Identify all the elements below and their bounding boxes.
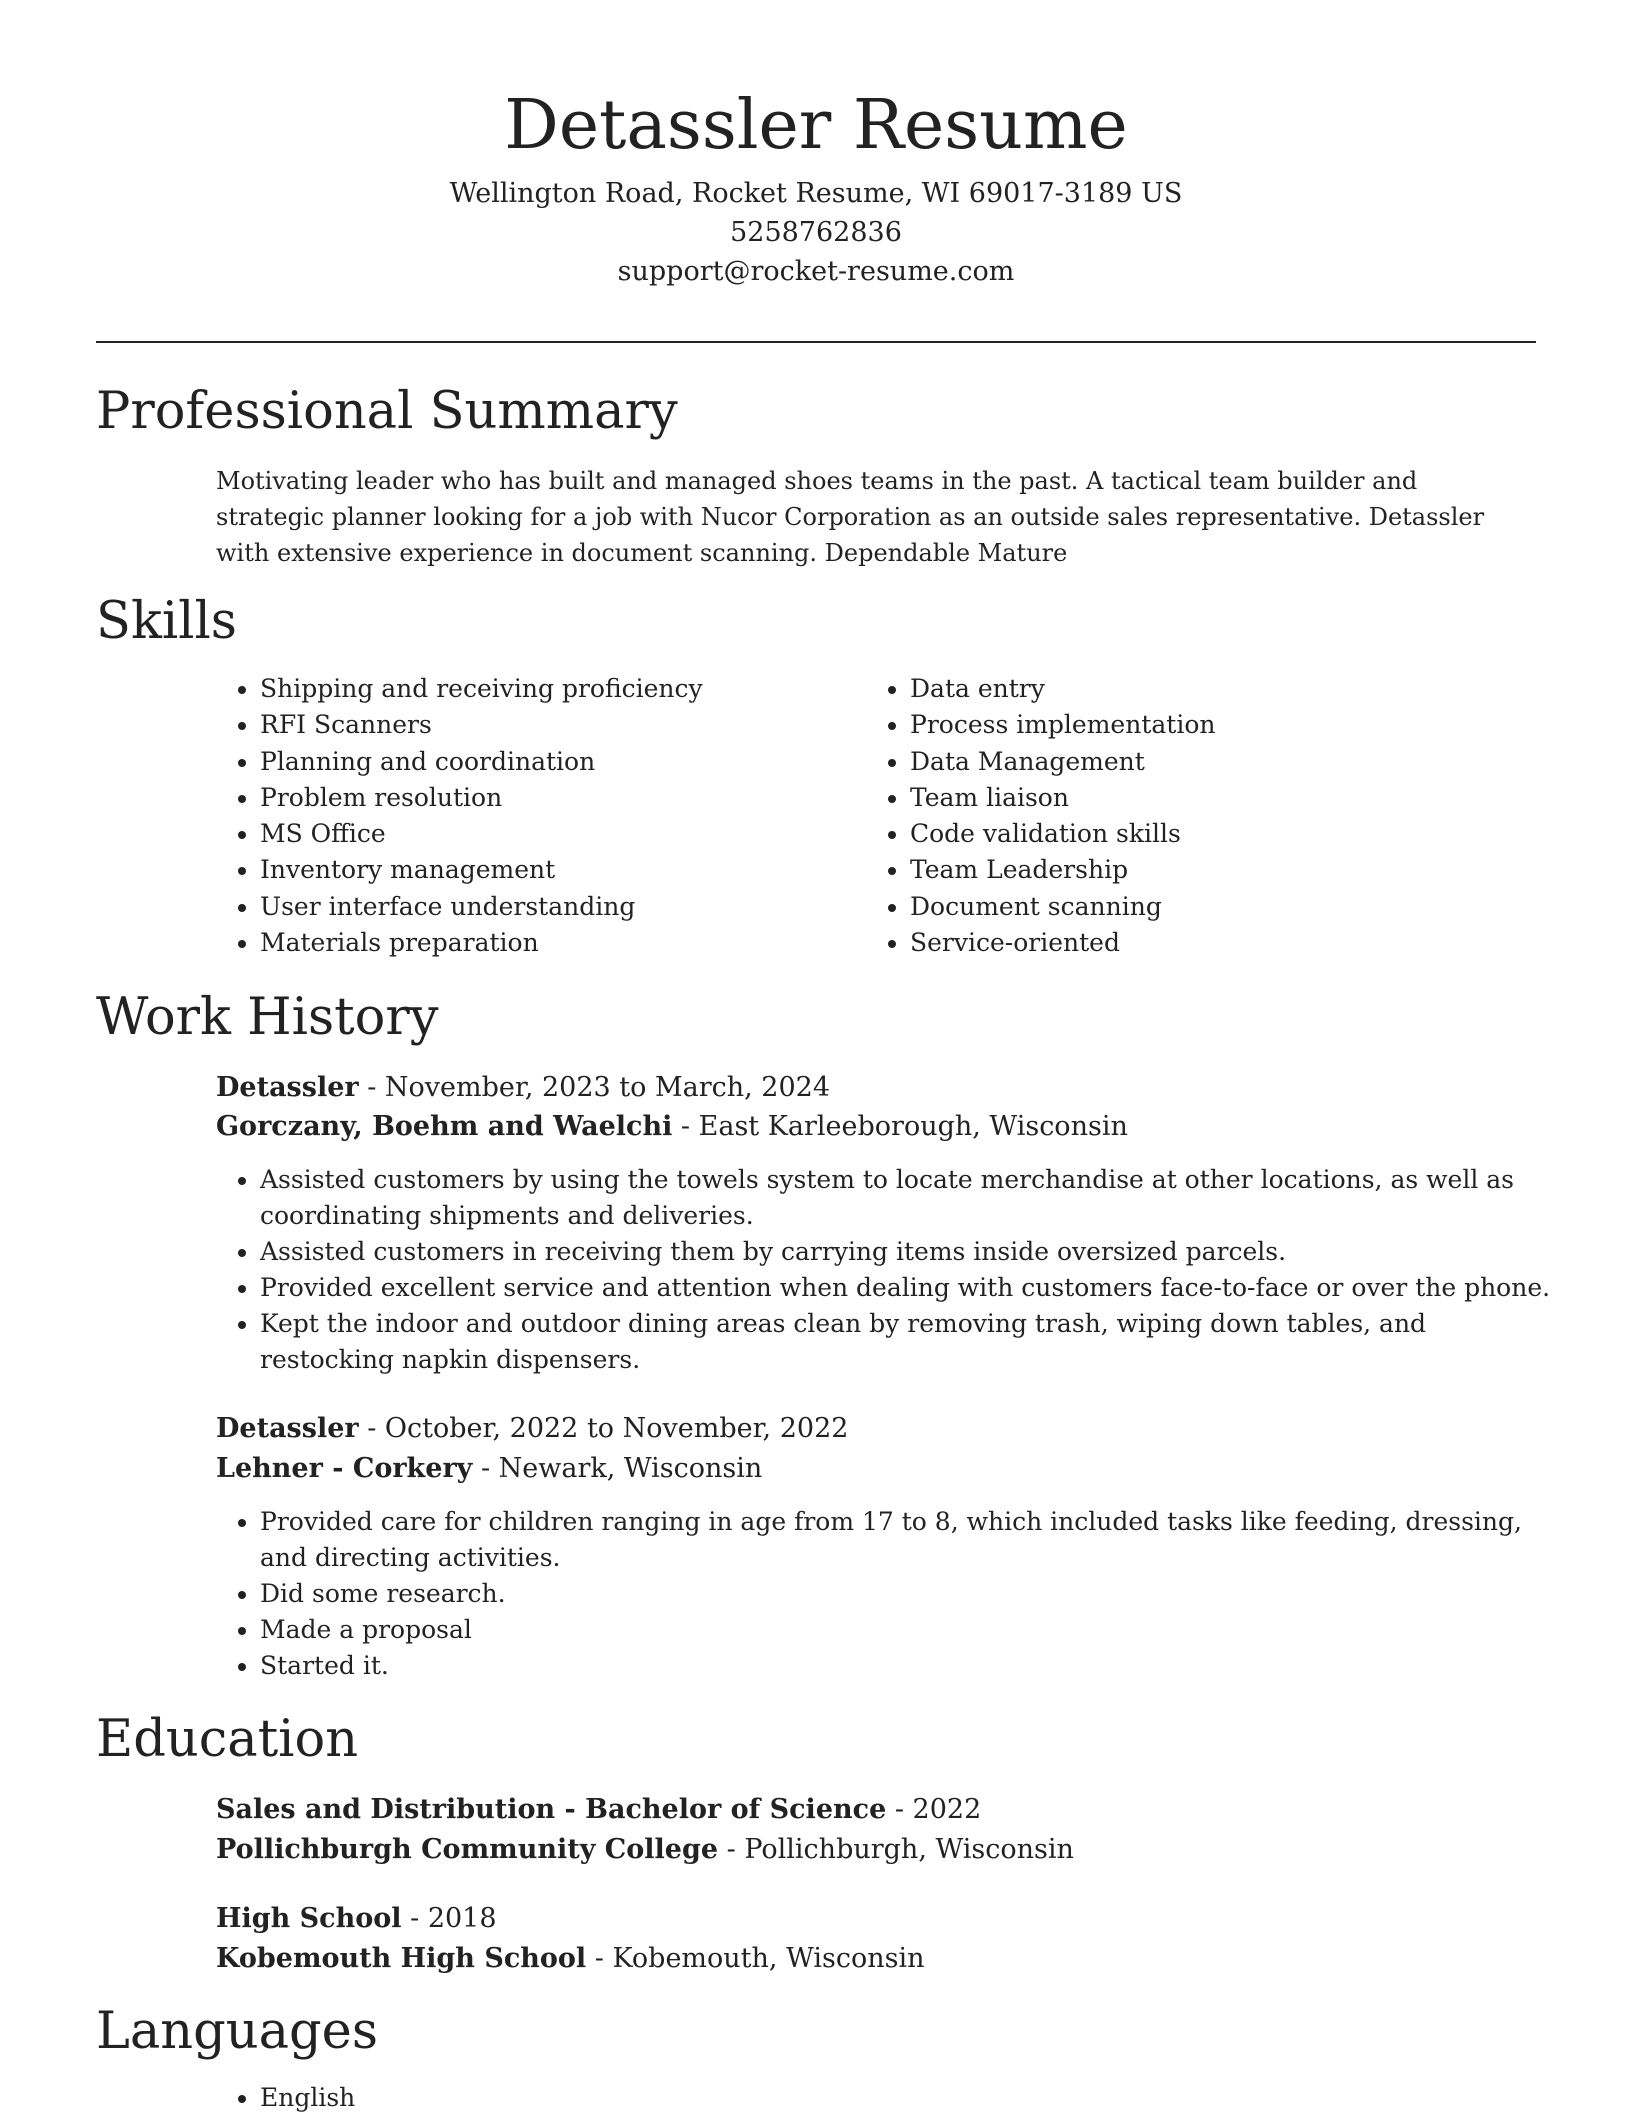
language-item: • English xyxy=(260,2080,355,2116)
education-location: - Kobemouth, Wisconsin xyxy=(586,1943,925,1974)
education-degree: High School xyxy=(216,1903,402,1934)
job-dates: - November, 2023 to March, 2024 xyxy=(358,1072,831,1103)
education-school-line xyxy=(216,1830,1074,1870)
skill-item: • Shipping and receiving proficiency xyxy=(260,671,703,707)
duty-item: • Assisted customers in receiving them by carrying items inside oversized parcels. xyxy=(260,1234,1560,1270)
skill-item: • Data entry xyxy=(910,671,1215,707)
job-dates: - October, 2022 to November, 2022 xyxy=(358,1413,849,1444)
summary-heading: Professional Summary xyxy=(96,382,678,441)
skill-item: • Inventory management xyxy=(260,852,703,888)
summary-text: Motivating leader who has built and managed shoes teams in the past. A tactical team builder and strategic planner looking for a job with Nucor Corporation as an outside sales representative. Detassler with extensive experience in document scanning. Dependable Mature xyxy=(216,467,1485,567)
skills-heading: Skills xyxy=(96,592,237,651)
skill-item: • MS Office xyxy=(260,816,703,852)
job-company: Lehner - Corkery xyxy=(216,1453,473,1484)
education-degree-line xyxy=(216,1790,981,1830)
job-location: - East Karleeborough, Wisconsin xyxy=(672,1111,1128,1142)
duty-item: • Did some research. xyxy=(260,1576,1560,1612)
skills-list-right xyxy=(866,671,1215,961)
duty-item: • Assisted customers by using the towels system to locate merchandise at other locations, as well as coordinating shipments and deliveries. xyxy=(260,1162,1560,1234)
skill-item: • Team liaison xyxy=(910,780,1215,816)
job-company: Gorczany, Boehm and Waelchi xyxy=(216,1111,673,1142)
skill-item: • RFI Scanners xyxy=(260,707,703,743)
job-company-line xyxy=(216,1107,1128,1147)
duty-item: • Provided care for children ranging in age from 17 to 8, which included tasks like feeding, dressing, and directing activities. xyxy=(260,1504,1560,1576)
job-title-line xyxy=(216,1068,830,1108)
skill-item: • Team Leadership xyxy=(910,852,1215,888)
education-school: Pollichburgh Community College xyxy=(216,1834,719,1865)
job-duties-list xyxy=(216,1504,1560,1684)
job-title: Detassler xyxy=(216,1072,359,1103)
contact-email: support@rocket-resume.com xyxy=(617,256,1015,287)
education-degree-line xyxy=(216,1899,497,1939)
education-year: - 2022 xyxy=(886,1794,982,1825)
duty-item: • Provided excellent service and attention when dealing with customers face-to-face or over the phone. xyxy=(260,1270,1560,1306)
skill-item: • Document scanning xyxy=(910,889,1215,925)
education-school-line xyxy=(216,1939,925,1979)
education-location: - Pollichburgh, Wisconsin xyxy=(718,1834,1074,1865)
skill-item: • User interface understanding xyxy=(260,889,703,925)
job-duties-list xyxy=(216,1162,1560,1378)
resume-header xyxy=(0,78,1632,291)
contact-phone: 5258762836 xyxy=(730,217,902,248)
languages-list xyxy=(216,2080,355,2116)
job-title: Detassler xyxy=(216,1413,359,1444)
resume-title: Detassler Resume xyxy=(504,86,1128,165)
education-degree: Sales and Distribution - Bachelor of Science xyxy=(216,1794,887,1825)
education-year: - 2018 xyxy=(401,1903,497,1934)
job-title-line xyxy=(216,1409,848,1449)
skill-item: • Materials preparation xyxy=(260,925,703,961)
education-heading: Education xyxy=(96,1710,359,1769)
job-company-line xyxy=(216,1449,762,1489)
skill-item: • Code validation skills xyxy=(910,816,1215,852)
skill-item: • Process implementation xyxy=(910,707,1215,743)
duty-item: • Kept the indoor and outdoor dining areas clean by removing trash, wiping down tables, and restocking napkin dispensers. xyxy=(260,1306,1560,1378)
contact-block xyxy=(0,174,1632,291)
job-location: - Newark, Wisconsin xyxy=(472,1453,763,1484)
duty-item: • Started it. xyxy=(260,1648,1560,1684)
skill-item: • Planning and coordination xyxy=(260,744,703,780)
skill-item: • Service-oriented xyxy=(910,925,1215,961)
languages-heading: Languages xyxy=(96,2002,379,2061)
skills-list-left xyxy=(216,671,703,961)
skill-item: • Data Management xyxy=(910,744,1215,780)
header-divider xyxy=(96,341,1536,343)
work-history-heading: Work History xyxy=(96,988,439,1047)
skill-item: • Problem resolution xyxy=(260,780,703,816)
contact-address: Wellington Road, Rocket Resume, WI 69017-3189 US xyxy=(449,178,1183,209)
education-school: Kobemouth High School xyxy=(216,1943,587,1974)
duty-item: • Made a proposal xyxy=(260,1612,1560,1648)
